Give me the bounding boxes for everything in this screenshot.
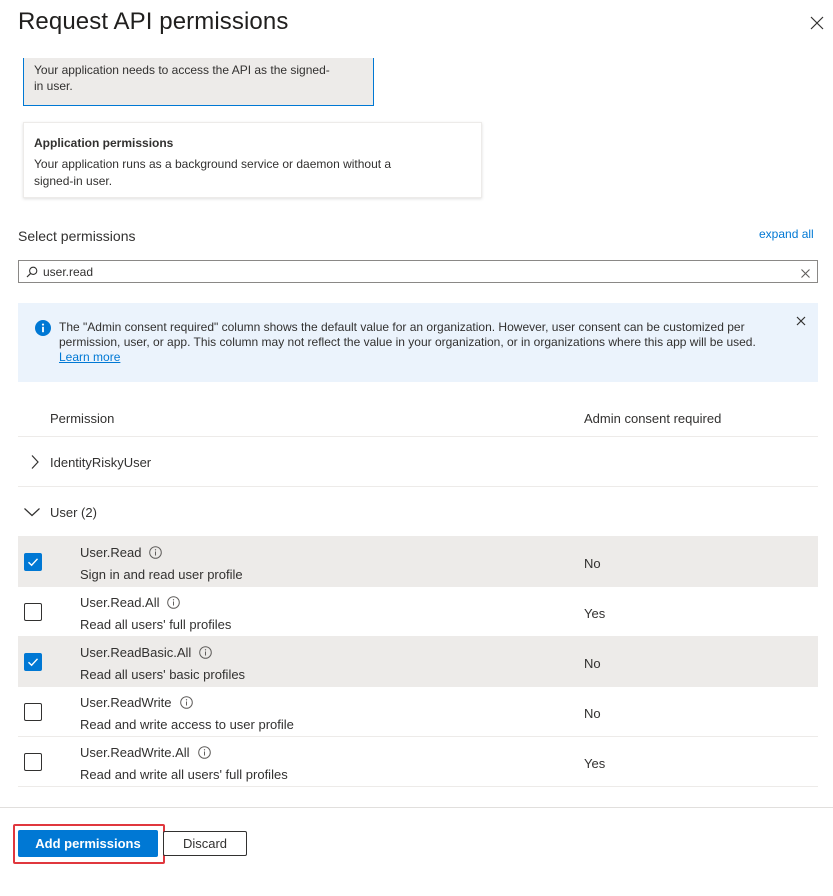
admin-consent-value: Yes — [584, 756, 606, 771]
permission-row-user-readwrite[interactable] — [18, 687, 818, 737]
checkmark-icon — [27, 656, 39, 668]
permission-name: User.Read.All — [80, 595, 160, 610]
chevron-down-icon — [23, 504, 39, 520]
application-permissions-card[interactable] — [23, 122, 482, 198]
group-row-identityriskyuser[interactable] — [18, 437, 818, 487]
group-label: User (2) — [50, 505, 97, 520]
info-circle-icon[interactable] — [149, 546, 162, 559]
panel-title: Request API permissions — [18, 8, 289, 35]
admin-consent-value: No — [584, 656, 601, 671]
clear-search-icon[interactable] — [800, 266, 811, 277]
permission-name-container — [80, 695, 193, 710]
permission-description: Read all users' full profiles — [80, 617, 232, 632]
permission-checkbox[interactable] — [24, 553, 42, 571]
dismiss-banner-icon[interactable] — [796, 315, 806, 325]
search-icon — [25, 265, 39, 279]
footer-divider — [0, 807, 833, 808]
permission-checkbox[interactable] — [24, 603, 42, 621]
permission-name: User.ReadWrite — [80, 695, 172, 710]
admin-consent-value: No — [584, 706, 601, 721]
info-banner-text: The "Admin consent required" column shows the default value for an organization. However, user consent can be customized per permission, user, or app. This column may not reflect the value in your organization, or in organizations where this app will be used. — [59, 320, 756, 349]
permission-name-container — [80, 545, 162, 560]
search-input[interactable] — [43, 262, 783, 282]
column-header-admin-consent: Admin consent required — [584, 411, 722, 426]
permission-description: Sign in and read user profile — [80, 567, 243, 582]
permission-description: Read and write all users' full profiles — [80, 767, 288, 782]
permission-row-user-read[interactable] — [18, 537, 818, 587]
add-permissions-button[interactable]: Add permissions — [18, 830, 158, 857]
permission-description: Read all users' basic profiles — [80, 667, 246, 682]
application-permissions-description: Your application runs as a background service or daemon without a signed-in user. — [34, 157, 392, 188]
admin-consent-info-banner — [18, 303, 818, 382]
permission-checkbox[interactable] — [24, 753, 42, 771]
permission-row-user-readwrite-all[interactable] — [18, 737, 818, 787]
permission-name-container — [80, 595, 180, 610]
permission-name-container — [80, 645, 212, 660]
admin-consent-value: No — [584, 556, 601, 571]
chevron-right-icon — [27, 454, 43, 470]
permission-name: User.ReadWrite.All — [80, 745, 190, 760]
permission-row-user-readbasic-all[interactable] — [18, 637, 818, 687]
permission-name-container — [80, 745, 211, 760]
info-circle-icon[interactable] — [180, 696, 193, 709]
group-label: IdentityRiskyUser — [50, 455, 152, 470]
info-circle-icon[interactable] — [167, 596, 180, 609]
permissions-table-header — [18, 405, 818, 437]
info-icon — [35, 320, 51, 336]
delegated-permissions-description: Your application needs to access the API as the signed-in user. — [34, 63, 330, 93]
permission-checkbox[interactable] — [24, 703, 42, 721]
select-permissions-label: Select permissions — [18, 228, 136, 244]
close-button[interactable] — [806, 12, 828, 34]
info-circle-icon[interactable] — [199, 646, 212, 659]
permission-row-user-read-all[interactable] — [18, 587, 818, 637]
permission-name: User.Read — [80, 545, 142, 560]
permission-search-box — [18, 260, 818, 283]
close-icon — [810, 16, 824, 30]
delegated-permissions-card[interactable] — [23, 58, 374, 106]
discard-button[interactable]: Discard — [163, 831, 247, 856]
permission-checkbox[interactable] — [24, 653, 42, 671]
info-circle-icon[interactable] — [198, 746, 211, 759]
application-permissions-title: Application permissions — [34, 136, 174, 150]
permission-description: Read and write access to user profile — [80, 717, 294, 732]
learn-more-link[interactable]: Learn more — [59, 350, 121, 364]
expand-all-link[interactable]: expand all — [759, 227, 814, 241]
permission-name: User.ReadBasic.All — [80, 645, 192, 660]
checkmark-icon — [27, 556, 39, 568]
group-row-user[interactable] — [18, 487, 818, 537]
admin-consent-value: Yes — [584, 606, 606, 621]
column-header-permission: Permission — [50, 411, 115, 426]
